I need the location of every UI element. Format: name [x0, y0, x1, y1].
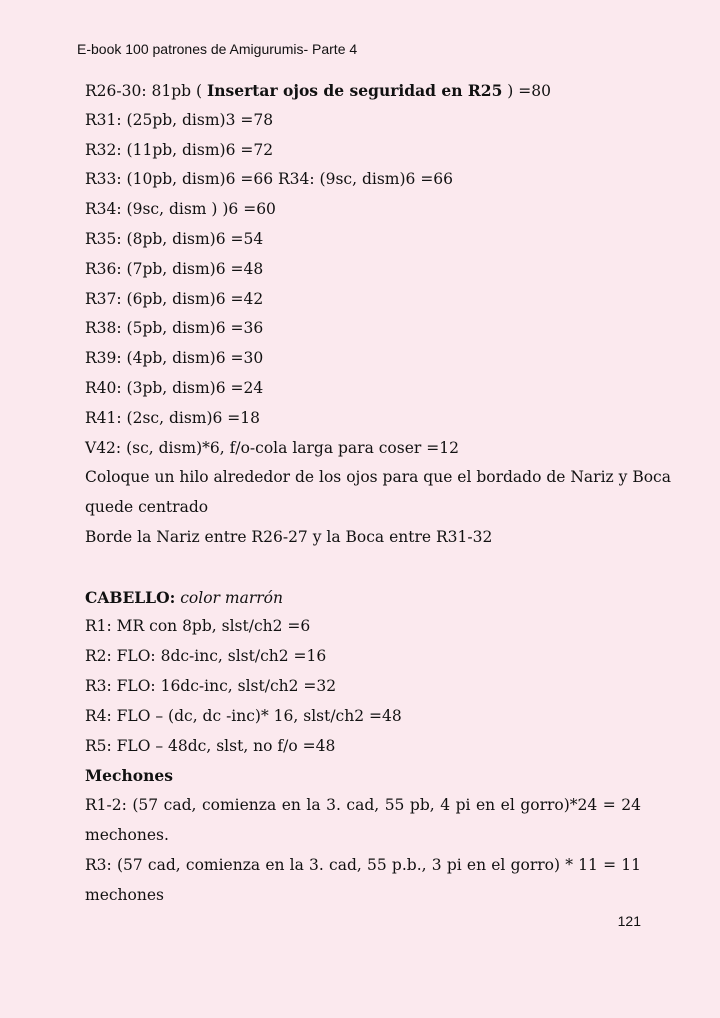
round-r37: R37: (6pb, dism)6 =42 [85, 289, 264, 308]
r26-30-note: Insertar ojos de seguridad en R25 [206, 81, 503, 100]
mechones-r3-line1: R3: (57 cad, comienza en la 3. cad, 55 p.b., 3 pi en el gorro) * 11 = 11 [85, 855, 641, 874]
instruction-coloque-line1: Coloque un hilo alrededor de los ojos para que el bordado de Nariz y Boca [85, 468, 671, 487]
round-r39: R39: (4pb, dism)6 =30 [85, 349, 264, 368]
cabello-title: CABELLO: [85, 587, 176, 607]
r26-30-text: R26-30: 81pb ( [85, 82, 207, 100]
section-mechones-heading: Mechones [85, 766, 173, 786]
cabello-r4: R4: FLO – (dc, dc -inc)* 16, slst/ch2 =48 [85, 706, 402, 725]
r26-30-count: ) =80 [502, 82, 551, 100]
round-r36: R36: (7pb, dism)6 =48 [85, 259, 264, 278]
round-r32: R32: (11pb, dism)6 =72 [85, 140, 274, 159]
page-header: E-book 100 patrones de Amigurumis- Parte 4 [77, 41, 358, 57]
cabello-r5: R5: FLO – 48dc, slst, no f/o =48 [85, 736, 336, 755]
cabello-r1: R1: MR con 8pb, slst/ch2 =6 [85, 617, 311, 636]
round-r35: R35: (8pb, dism)6 =54 [85, 229, 264, 248]
mechones-r1-2-line2: mechones. [85, 825, 169, 844]
round-v42: V42: (sc, dism)*6, f/o-cola larga para coser =12 [85, 438, 459, 457]
round-r38: R38: (5pb, dism)6 =36 [85, 319, 264, 338]
cabello-r3: R3: FLO: 16dc-inc, slst/ch2 =32 [85, 676, 337, 695]
instruction-coloque-line2: quede centrado [85, 498, 209, 517]
spacer [85, 553, 641, 583]
cabello-color: color marrón [175, 588, 283, 607]
round-r41: R41: (2sc, dism)6 =18 [85, 408, 261, 427]
instruction-borde: Borde la Nariz entre R26-27 y la Boca entre R31-32 [85, 527, 493, 546]
round-r26-30 [85, 76, 641, 106]
mechones-r3-line2: mechones [85, 885, 164, 904]
pattern-body [85, 76, 671, 910]
round-r31: R31: (25pb, dism)3 =78 [85, 110, 274, 129]
round-r40: R40: (3pb, dism)6 =24 [85, 378, 264, 397]
round-r34: R34: (9sc, dism ) )6 =60 [85, 200, 276, 219]
cabello-r2: R2: FLO: 8dc-inc, slst/ch2 =16 [85, 647, 327, 666]
mechones-r1-2-line1: R1-2: (57 cad, comienza en la 3. cad, 55 pb, 4 pi en el gorro)*24 = 24 [85, 796, 641, 815]
round-r33: R33: (10pb, dism)6 =66 R34: (9sc, dism)6 =66 [85, 170, 454, 189]
page-number: 121 [617, 913, 641, 929]
section-cabello-heading [85, 583, 641, 613]
